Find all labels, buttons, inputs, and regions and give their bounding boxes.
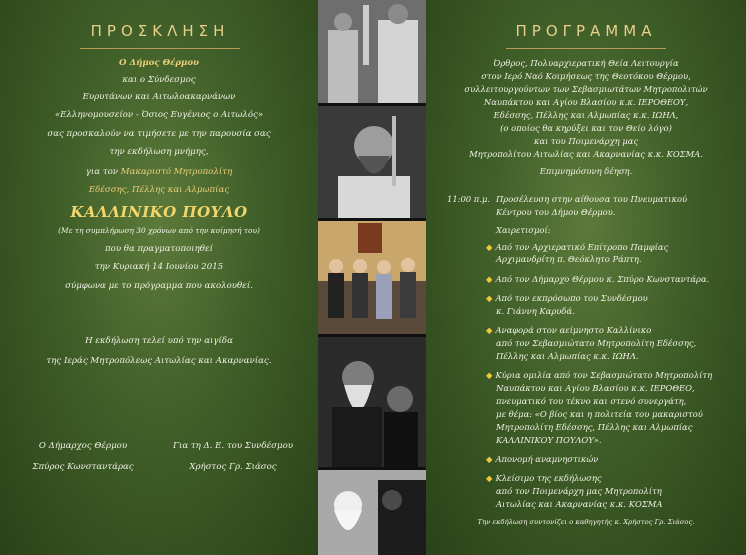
program-item-text: Αναφορά στον αείμνηστο Καλλίνικο [495, 325, 652, 335]
invitation-line: Ευρυτάνων και Αιτωλοακαρνάνων [82, 92, 236, 102]
program-intro-line: Εδέσσης, Πέλλης και Αλμωπίας κ.κ. ΙΩΗΛ, [493, 110, 679, 120]
invitation-line: (Με τη συμπλήρωση 30 χρόνων από την κοίμησή του) [58, 226, 260, 235]
gathering-line: Προσέλευση στην αίθουσα του Πνευματικού [496, 194, 688, 204]
bullet-icon: ◆ [486, 473, 493, 483]
program-item [486, 454, 598, 464]
event-date: την Κυριακή 14 Ιουνίου 2015 [94, 262, 224, 272]
coordinator-note: Την εκδήλωση συντονίζει ο καθηγητής κ. Χρήστος Γρ. Σιάσος. [477, 518, 695, 526]
program-intro-line: Ναυπάκτου και Αγίου Βλασίου κ.κ. ΙΕΡΟΘΕΟΥ, [483, 97, 689, 107]
program-item [486, 293, 648, 303]
program-intro-line: συλλειτουργούντων των Σεβασμιωτάτων Μητροπολιτών [464, 84, 708, 94]
program-intro-line: Όρθρος, Πολυαρχιερατική Θεία Λειτουργία [493, 58, 679, 68]
program-intro-line: (ο οποίος θα κηρύξει και τον Θείο λόγο) [500, 123, 672, 133]
program-intro-line: Μητροπολίτου Αιτωλίας και Ακαρνανίας κ.κ. ΚΟΣΜΑ. [469, 149, 703, 159]
program-item-text: Από τον εκπρόσωπο του Συνδέσμου [495, 293, 648, 303]
program-title-underline [506, 48, 666, 49]
invitation-line: σύμφωνα με το πρόγραμμα που ακολουθεί. [65, 281, 253, 291]
program-item [486, 242, 668, 252]
program-intro-line: στον Ιερό Ναό Κοιμήσεως της Θεοτόκου Θέρμου, [481, 71, 691, 81]
invitation-line: σας προσκαλούν να τιμήσετε με την παρουσία σας [47, 129, 271, 139]
invitation-line-prefix: για τον [85, 167, 121, 177]
photo-group-color [318, 221, 426, 334]
invitation-line: την εκδήλωση μνήμης, [109, 147, 209, 157]
invitation-line: Ο Δήμος Θέρμου [118, 58, 200, 68]
program-item-text: Από τον Αρχιερατικό Επίτροπο Παμφίας [495, 242, 669, 252]
invitation-line [0, 167, 318, 177]
photo-elder-with-monk [318, 470, 426, 555]
program-item-text: Πέλλης και Αλμωπίας κ.κ. ΙΩΗΛ. [496, 351, 639, 361]
invitation-honoree-title: Μακαριστό Μητροπολίτη [120, 167, 233, 177]
invitation-line: Η εκδήλωση τελεί υπό την αιγίδα [85, 336, 233, 346]
program-item-text: από τον Σεβασμιώτατο Μητροπολίτη Εδέσσης, [496, 338, 697, 348]
bullet-icon: ◆ [486, 274, 493, 284]
program-item-text: με θέμα: «Ο βίος και η πολιτεία του μακαριστού [496, 409, 703, 419]
program-item-text: Κύρια ομιλία από τον Σεβασμιώτατο Μητροπολίτη [495, 370, 713, 380]
program-item-text: Μητροπολίτη Εδέσσης, Πέλλης και Αλμωπίας [496, 422, 693, 432]
program-item-text: Αιτωλίας και Ακαρνανίας κ.κ. ΚΟΣΜΑ [496, 499, 663, 509]
program-item-text: Από τον Δήμαρχο Θέρμου κ. Σπύρο Κωνσταντάρα. [495, 274, 710, 284]
invitation-title: ΠΡΟΣΚΛΗΣΗ [90, 22, 230, 40]
gathering-line: Κέντρου του Δήμου Θέρμου. [496, 207, 616, 217]
photo-bishop-reading [318, 337, 426, 467]
signature-role-mayor: Ο Δήμαρχος Θέρμου [38, 441, 128, 451]
program-item-text: Αρχιμανδρίτη π. Θεόκλητο Ράπτη. [496, 254, 642, 264]
program-item-text: Κλείσιμο της εκδήλωσης [495, 473, 602, 483]
photo-strip [318, 0, 426, 555]
signature-name-mayor: Σπύρος Κωνσταντάρας [32, 462, 134, 472]
greetings-label: Χαιρετισμοί: [496, 225, 551, 235]
program-time: 11:00 π.μ. [447, 194, 491, 204]
invitation-line: που θα πραγματοποιηθεί [105, 244, 213, 254]
program-item-text: Ναυπάκτου και Αγίου Βλασίου κ.κ. ΙΕΡΟΘΕΟ, [496, 383, 695, 393]
program-item [486, 274, 709, 284]
signature-role-association: Για τη Δ. Ε. του Συνδέσμου [173, 441, 293, 451]
signature-name-association: Χρήστος Γρ. Σιάσος [189, 462, 277, 472]
program-item-text: κ. Γιάννη Καρυδά. [496, 306, 575, 316]
program-item-text: πνευματικό του τέκνο και στενό συνεργάτη, [496, 396, 687, 406]
invitation-title-underline [80, 48, 240, 49]
invitation-line: «Ελληνομουσείον - Όσιος Ευγένιος ο Αιτωλός» [54, 110, 264, 120]
photo-ceremony [318, 0, 426, 103]
program-intro-line: Επιμνημόσυνη δέηση. [539, 166, 633, 176]
invitation-line: Εδέσσης, Πέλλης και Αλμωπίας [88, 185, 230, 195]
program-item [486, 370, 712, 380]
bullet-icon: ◆ [486, 370, 493, 380]
program-title: ΠΡΟΓΡΑΜΜΑ [515, 22, 657, 40]
bullet-icon: ◆ [486, 242, 493, 252]
program-item-text: από τον Ποιμενάρχη μας Μητροπολίτη [496, 486, 662, 496]
invitation-line: και ο Σύνδεσμος [122, 75, 196, 85]
program-item-text: Απονομή αναμνηστικών [495, 454, 599, 464]
bullet-icon: ◆ [486, 325, 493, 335]
program-item-text: ΚΑΛΛΙΝΙΚΟΥ ΠΟΥΛΟΥ». [496, 435, 602, 445]
program-item [486, 473, 602, 483]
photo-bishop-portrait [318, 106, 426, 218]
honoree-name: ΚΑΛΛΙΝΙΚΟ ΠΟΥΛΟ [70, 203, 248, 221]
bullet-icon: ◆ [486, 454, 493, 464]
program-item [486, 325, 651, 335]
program-intro-line: και του Ποιμενάρχη μας [533, 136, 639, 146]
invitation-line: της Ιεράς Μητροπόλεως Αιτωλίας και Ακαρνανίας. [46, 356, 272, 366]
bullet-icon: ◆ [486, 293, 493, 303]
